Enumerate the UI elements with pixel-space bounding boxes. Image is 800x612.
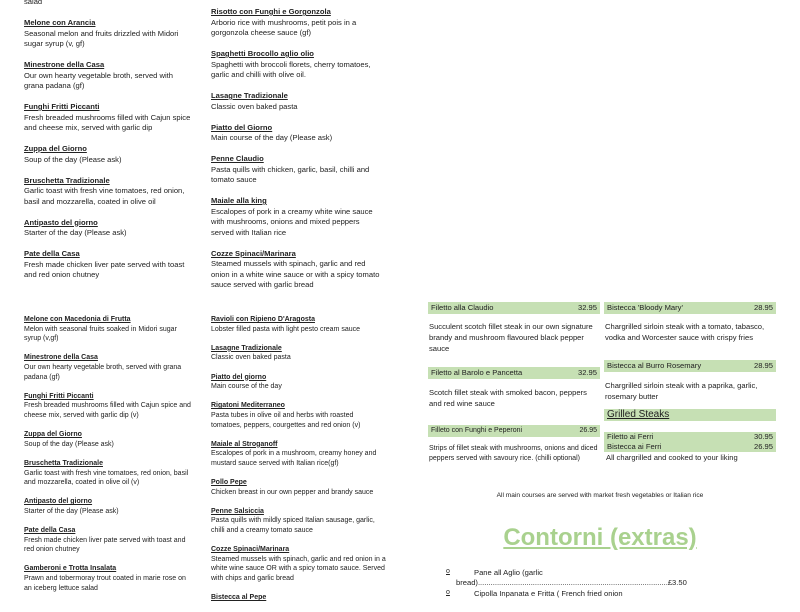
item-price: 26.95 [579,427,597,434]
item-desc: Fresh made chicken liver pate served with toast and red onion chutney [24,259,185,279]
item-title: Risotto con Funghi e Gorgonzola [211,7,331,16]
menu-item-filleto-funghi [428,425,600,437]
item-title: Antipasto del giorno [24,498,93,506]
item-desc: Scotch fillet steak with smoked bacon, peppers and red wine sauce [429,388,587,408]
contorni-item-price: bread)..........................................................................................£3.50 [456,578,687,587]
item-desc: Seasonal melon and fruits drizzled with Midori sugar syrup (v, gf) [24,28,179,48]
item-title: Zuppa del Giorno [24,144,87,153]
contorni-heading: Contorni (extras) [503,524,697,551]
item-desc: Garlic toast with fresh vine tomatoes, red onion, basil and mozzarella, coated in olive oil [24,186,185,206]
item-desc: Fresh breaded mushrooms filled with Cajun spice and cheese mix, served with garlic dip (v) [24,402,191,419]
item-desc: Steamed mussels with spinach, garlic and red onion in a white wine sauce or with a spicy tomato sauce served with garlic bread [211,259,380,289]
item-name: Filetto ai Ferri [607,432,654,441]
starters-column-bottom [24,315,194,603]
menu-item [24,249,194,281]
menu-item [24,60,194,92]
mains-column-bottom [211,315,386,612]
item-title: Maiale alla king [211,196,267,205]
item-title: Spaghetti Brocollo aglio olio [211,49,314,58]
item-name: Filleto con Funghi e Peperoni [431,427,523,434]
item-title: Funghi Fritti Piccanti [24,392,94,400]
menu-item-filetto-claudio [428,302,600,314]
contorni-item: Pane all Aglio (garlic [474,568,543,577]
menu-item [24,218,194,239]
item-price: 28.95 [753,303,773,312]
item-title: Gamberoni e Trotta Insalata [24,565,117,573]
item-desc: Main course of the day [211,383,282,391]
item-title: Piatto del Giorno [211,122,273,132]
menu-item-bloody-mary [604,302,776,314]
item-title: Piatto del giorno [211,373,267,381]
menu-item [211,249,381,291]
item-desc: Strips of fillet steak with mushrooms, onions and diced peppers served with savoury rice. (chilli optional) [429,445,598,462]
item-desc: Soup of the day (Please ask) [24,440,114,448]
item-price: 32.95 [577,368,597,377]
item-desc: Chargrilled sirloin steak with a paprika, garlic, rosemary butter [605,381,758,401]
menu-item [24,430,194,449]
menu-item [211,593,386,603]
item-desc: Escalopes of pork in a creamy white wine sauce with mushrooms, onions and mixed peppers served with Italian rice [211,206,373,237]
item-price: 28.95 [753,361,773,370]
item-title: Cozze Spinaci/Marinara [211,248,296,258]
mains-column-top [211,7,381,301]
menu-item [211,91,381,112]
menu-item [24,315,194,344]
item-desc: Starter of the day (Please ask) [24,507,119,515]
item-price: 32.95 [577,303,597,312]
item-desc: Arborio rice with mushrooms, petit pois in a gorgonzola cheese sauce (gf) [211,17,357,37]
item-desc: Steamed mussels with spinach, garlic and red onion in a white wine sauce OR with a spicy tomato sauce. Served with chips and garlic bread [211,555,386,583]
menu-item [24,459,194,488]
menu-item [211,440,386,469]
item-desc: Our own hearty vegetable broth, served with grana padana (gf) [24,363,182,381]
item-name: Bistecca 'Bloody Mary' [607,303,683,312]
item-desc: Pasta quills with mildly spiced Italian sausage, garlic, chilli and a creamy tomato sauce [211,517,375,535]
menu-item [24,353,194,382]
item-desc: Spaghetti with broccoli florets, cherry tomatoes, garlic and chilli with olive oil. [211,59,371,79]
menu-item [211,401,386,430]
menu-item [211,507,386,536]
menu-item [24,144,194,165]
item-title: Pate della Casa [24,249,80,258]
menu-item [24,18,194,50]
fragment-text: salad [24,0,43,6]
item-desc: Pasta tubes in olive oil and herbs with roasted tomatoes, peppers, courgettes and red onion (v) [211,411,361,429]
item-desc: Fresh made chicken liver pate served with toast and red onion chutney [24,536,186,554]
menu-item [211,123,381,144]
grilled-steaks-heading: Grilled Steaks [604,409,776,421]
item-title: Cozze Spinaci/Marinara [211,546,290,554]
item-title: Bruschetta Tradizionale [24,175,110,185]
menu-item [24,497,194,516]
item-desc: Prawn and tobermoray trout coated in marie rose on an iceberg lettuce salad [24,575,186,592]
menu-item [211,49,381,81]
menu-item [211,344,386,363]
item-desc: Soup of the day (Please ask) [24,154,122,164]
item-name: Filetto al Barolo e Pancetta [431,368,523,377]
item-desc: Our own hearty vegetable broth, served with grana padana (gf) [24,70,174,90]
item-title: Zuppa del Giorno [24,431,82,439]
menu-item [24,102,194,134]
item-desc: Pasta quills with chicken, garlic, basil, chilli and tomato sauce [211,164,370,184]
item-title: Bruschetta Tradizionale [24,459,103,467]
item-title: Ravioli con Ripieno D'Aragosta [211,316,315,323]
item-title: Lasagne Tradizionale [211,91,288,100]
item-desc: Lobster filled pasta with light pesto cream sauce [211,325,361,333]
menu-item [24,564,194,593]
menu-item [211,154,381,186]
item-desc: Starter of the day (Please ask) [24,228,127,237]
menu-item [211,478,386,497]
item-price: 26.95 [753,442,773,451]
item-desc: Chargrilled sirloin steak with a tomato, tabasco, vodka and Worcester sauce with crispy fries [605,322,765,342]
item-desc: Succulent scotch fillet steak in our own signature brandy and mushroom flavoured black pepper sauce [429,322,593,353]
item-desc: Classic oven baked pasta [211,101,298,111]
menu-item [24,392,194,421]
grilled-note: All chargrilled and cooked to your liking [606,453,738,462]
item-price: 30.95 [753,432,773,441]
menu-item [211,196,381,238]
item-desc: Fresh breaded mushrooms filled with Cajun spice and cheese mix, served with garlic dip [24,112,191,132]
item-name: Bistecca ai Ferri [607,442,662,451]
menu-item-filetto-ferri [604,432,776,442]
item-title: Bistecca al Pepe [211,594,267,602]
item-desc: Main course of the day (Please ask) [211,133,333,142]
item-name: Bistecca al Burro Rosemary [607,361,702,370]
menu-item [211,315,386,334]
item-title: Penne Salsiccia [211,507,264,515]
starters-column-top [24,18,194,291]
item-title: Pollo Pepe [211,479,247,487]
item-title: Antipasto del giorno [24,217,98,227]
menu-item-bistecca-ferri [604,442,776,452]
item-desc: Classic oven baked pasta [211,354,291,362]
item-title: Penne Claudio [211,154,264,163]
item-title: Minestrone della Casa [24,354,98,362]
menu-item-filetto-barolo [428,367,600,379]
item-title: Funghi Fritti Piccanti [24,102,100,111]
item-title: Melone con Arancia [24,18,96,27]
item-title: Pate della Casa [24,527,76,535]
menu-item [24,176,194,208]
bullet-icon: o [446,568,450,575]
bullet-icon: o [446,589,450,596]
item-desc: Escalopes of pork in a mushroom, creamy honey and mustard sauce served with Italian rice(gf) [211,450,377,467]
item-title: Melone con Macedonia di Frutta [24,316,131,323]
item-title: Rigatoni Mediterraneo [211,402,285,410]
item-title: Lasagne Tradizionale [211,344,282,352]
item-title: Minestrone della Casa [24,60,105,69]
item-desc: Chicken breast in our own pepper and brandy sauce [211,488,374,496]
item-title: Maiale al Stroganoff [211,440,278,448]
item-desc: Garlic toast with fresh vine tomatoes, red onion, basil and mozzarella, coated in olive oil (v) [24,469,189,487]
menu-item [211,7,381,39]
menu-item [211,545,386,583]
main-courses-note: All main courses are served with market fresh vegetables or Italian rice [496,492,704,499]
contorni-item: Cipolla Inpanata e Fritta ( French fried onion [474,589,623,598]
menu-item [211,373,386,392]
menu-item [24,526,194,555]
menu-item-burro [604,360,776,372]
item-name: Filetto alla Claudio [431,303,494,312]
item-desc: Melon with seasonal fruits soaked in Midori sugar syrup (v,gf) [24,325,177,343]
